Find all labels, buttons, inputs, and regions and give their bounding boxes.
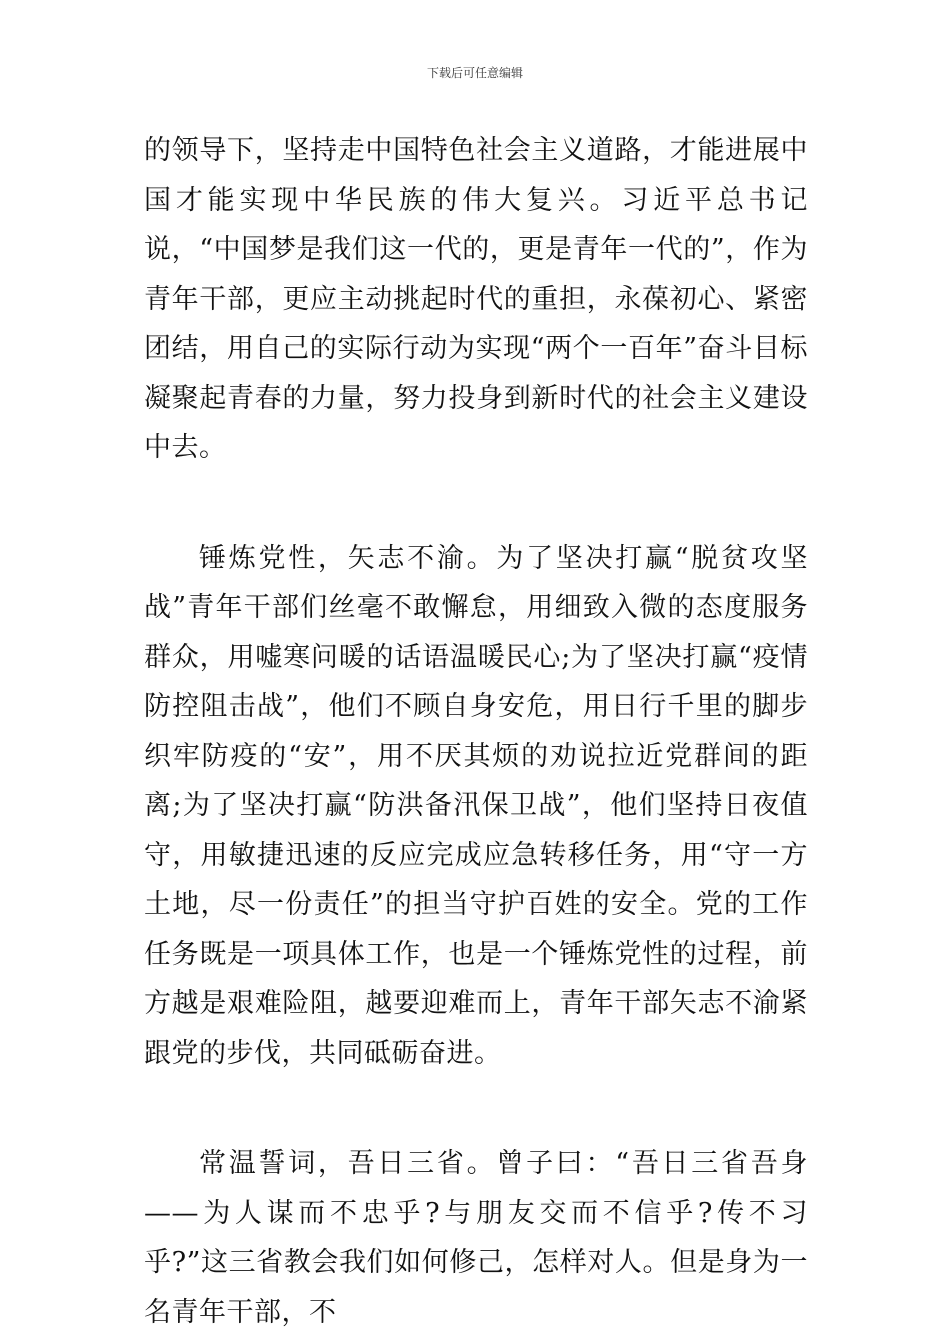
document-body — [144, 126, 808, 1337]
paragraph-party-spirit: 锤炼党性，矢志不渝。为了坚决打赢“脱贫攻坚战”青年干部们丝毫不敢懈怠，用细致入微的态度服务群众，用嘘寒问暖的话语温暖民心;为了坚决打赢“疫情防控阻击战”，他们不顾自身安危，用日行千里的脚步织牢防疫的“安”，用不厌其烦的劝说拉近党群间的距离;为了坚决打赢“防洪备汛保卫战”，他们坚持日夜值守，用敏捷迅速的反应完成应急转移任务，用“守一方土地，尽一份责任”的担当守护百姓的安全。党的工作任务既是一项具体工作，也是一个锤炼党性的过程，前方越是艰难险阻，越要迎难而上，青年干部矢志不渝紧跟党的步伐，共同砥砺奋进。 — [144, 542, 808, 1069]
paragraph-self-reflection: 常温誓词，吾日三省。曾子曰：“吾日三省吾身——为人谋而不忠乎?与朋友交而不信乎?传不习乎?”这三省教会我们如何修己，怎样对人。但是身为一名青年干部，不 — [144, 1148, 808, 1328]
paragraph-continuation: 的领导下，坚持走中国特色社会主义道路，才能进展中国才能实现中华民族的伟大复兴。习近平总书记说，“中国梦是我们这一代的，更是青年一代的”，作为青年干部，更应主动挑起时代的重担，永葆初心、紧密团结，用自己的实际行动为实现“两个一百年”奋斗目标凝聚起青春的力量，努力投身到新时代的社会主义建设中去。 — [144, 135, 808, 463]
page-header-note: 下载后可任意编辑 — [426, 66, 523, 80]
